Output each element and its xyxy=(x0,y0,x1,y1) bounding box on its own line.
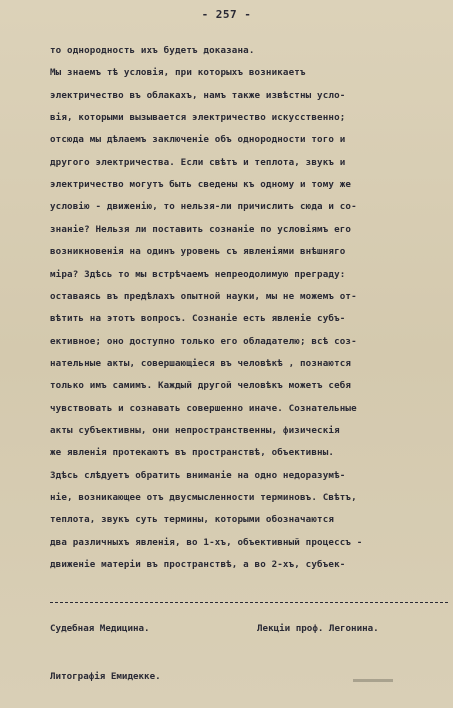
text-line: только имъ самимъ. Каждый другой человѣкъ можетъ себя xyxy=(50,380,352,392)
text-line: же явленія протекаютъ въ пространствѣ, объективны. xyxy=(50,447,335,459)
text-line: отсюда мы дѣлаемъ заключеніе объ однородности того и xyxy=(50,134,346,146)
text-line: условію - движенію, то нельзя-ли причислить сюда и со- xyxy=(50,201,357,213)
text-line: теплота, звукъ суть термины, которыми обозначаются xyxy=(50,514,335,526)
text-line: электричество могутъ быть сведены къ одному и тому же xyxy=(50,179,352,191)
text-line: два различныхъ явленія, во 1-хъ, объективный процессъ - xyxy=(50,536,363,548)
text-line: вѣтить на этотъ вопросъ. Сознаніе есть явленіе субъ- xyxy=(50,313,346,325)
text-line: Здѣсь слѣдуетъ обратить вниманіе на одно недоразумѣ- xyxy=(50,469,346,481)
text-line: знаніе? Нельзя ли поставить сознаніе по условіямъ его xyxy=(50,223,352,235)
text-line: движеніе матеріи въ пространствѣ, а во 2-хъ, субъек- xyxy=(50,559,346,571)
text-line: Мы знаемъ тѣ условія, при которыхъ возникаетъ xyxy=(50,67,306,79)
ink-smudge xyxy=(353,679,393,682)
text-line: оставаясь въ предѣлахъ опытной науки, мы не можемъ от- xyxy=(50,290,357,302)
text-line: электричество въ облакахъ, намъ также извѣстны усло- xyxy=(50,89,346,101)
text-line: міра? Здѣсь то мы встрѣчаемъ непреодолимую преграду: xyxy=(50,268,346,280)
footer-lecturer: Лекціи проф. Легонина. xyxy=(257,623,379,634)
footer-lithography: Литографія Емидекке. xyxy=(50,671,161,682)
page-number: - 257 - xyxy=(201,8,252,21)
footer-course-title: Судебная Медицина. xyxy=(50,623,150,634)
text-line: чувствовать и сознавать совершенно иначе. Сознательные xyxy=(50,402,357,414)
text-line: ніе, возникающее отъ двусмысленности терминовъ. Свѣтъ, xyxy=(50,492,357,503)
text-line: акты субъективны, они непространственны, физическія xyxy=(50,424,340,436)
text-line: ективное; оно доступно только его обладателю; всѣ соз- xyxy=(50,335,357,347)
text-line: другого электричества. Если свѣтъ и теплота, звукъ и xyxy=(50,156,346,168)
text-line: нательные акты, совершающіеся въ человѣкѣ , познаются xyxy=(50,357,352,369)
text-line: вія, которыми вызывается электричество искусственно; xyxy=(50,112,346,124)
text-line: возникновенія на одинъ уровень съ явленіями внѣшняго xyxy=(50,246,346,258)
footer-separator xyxy=(50,602,448,603)
text-line: то однородность ихъ будетъ доказана. xyxy=(50,45,255,56)
